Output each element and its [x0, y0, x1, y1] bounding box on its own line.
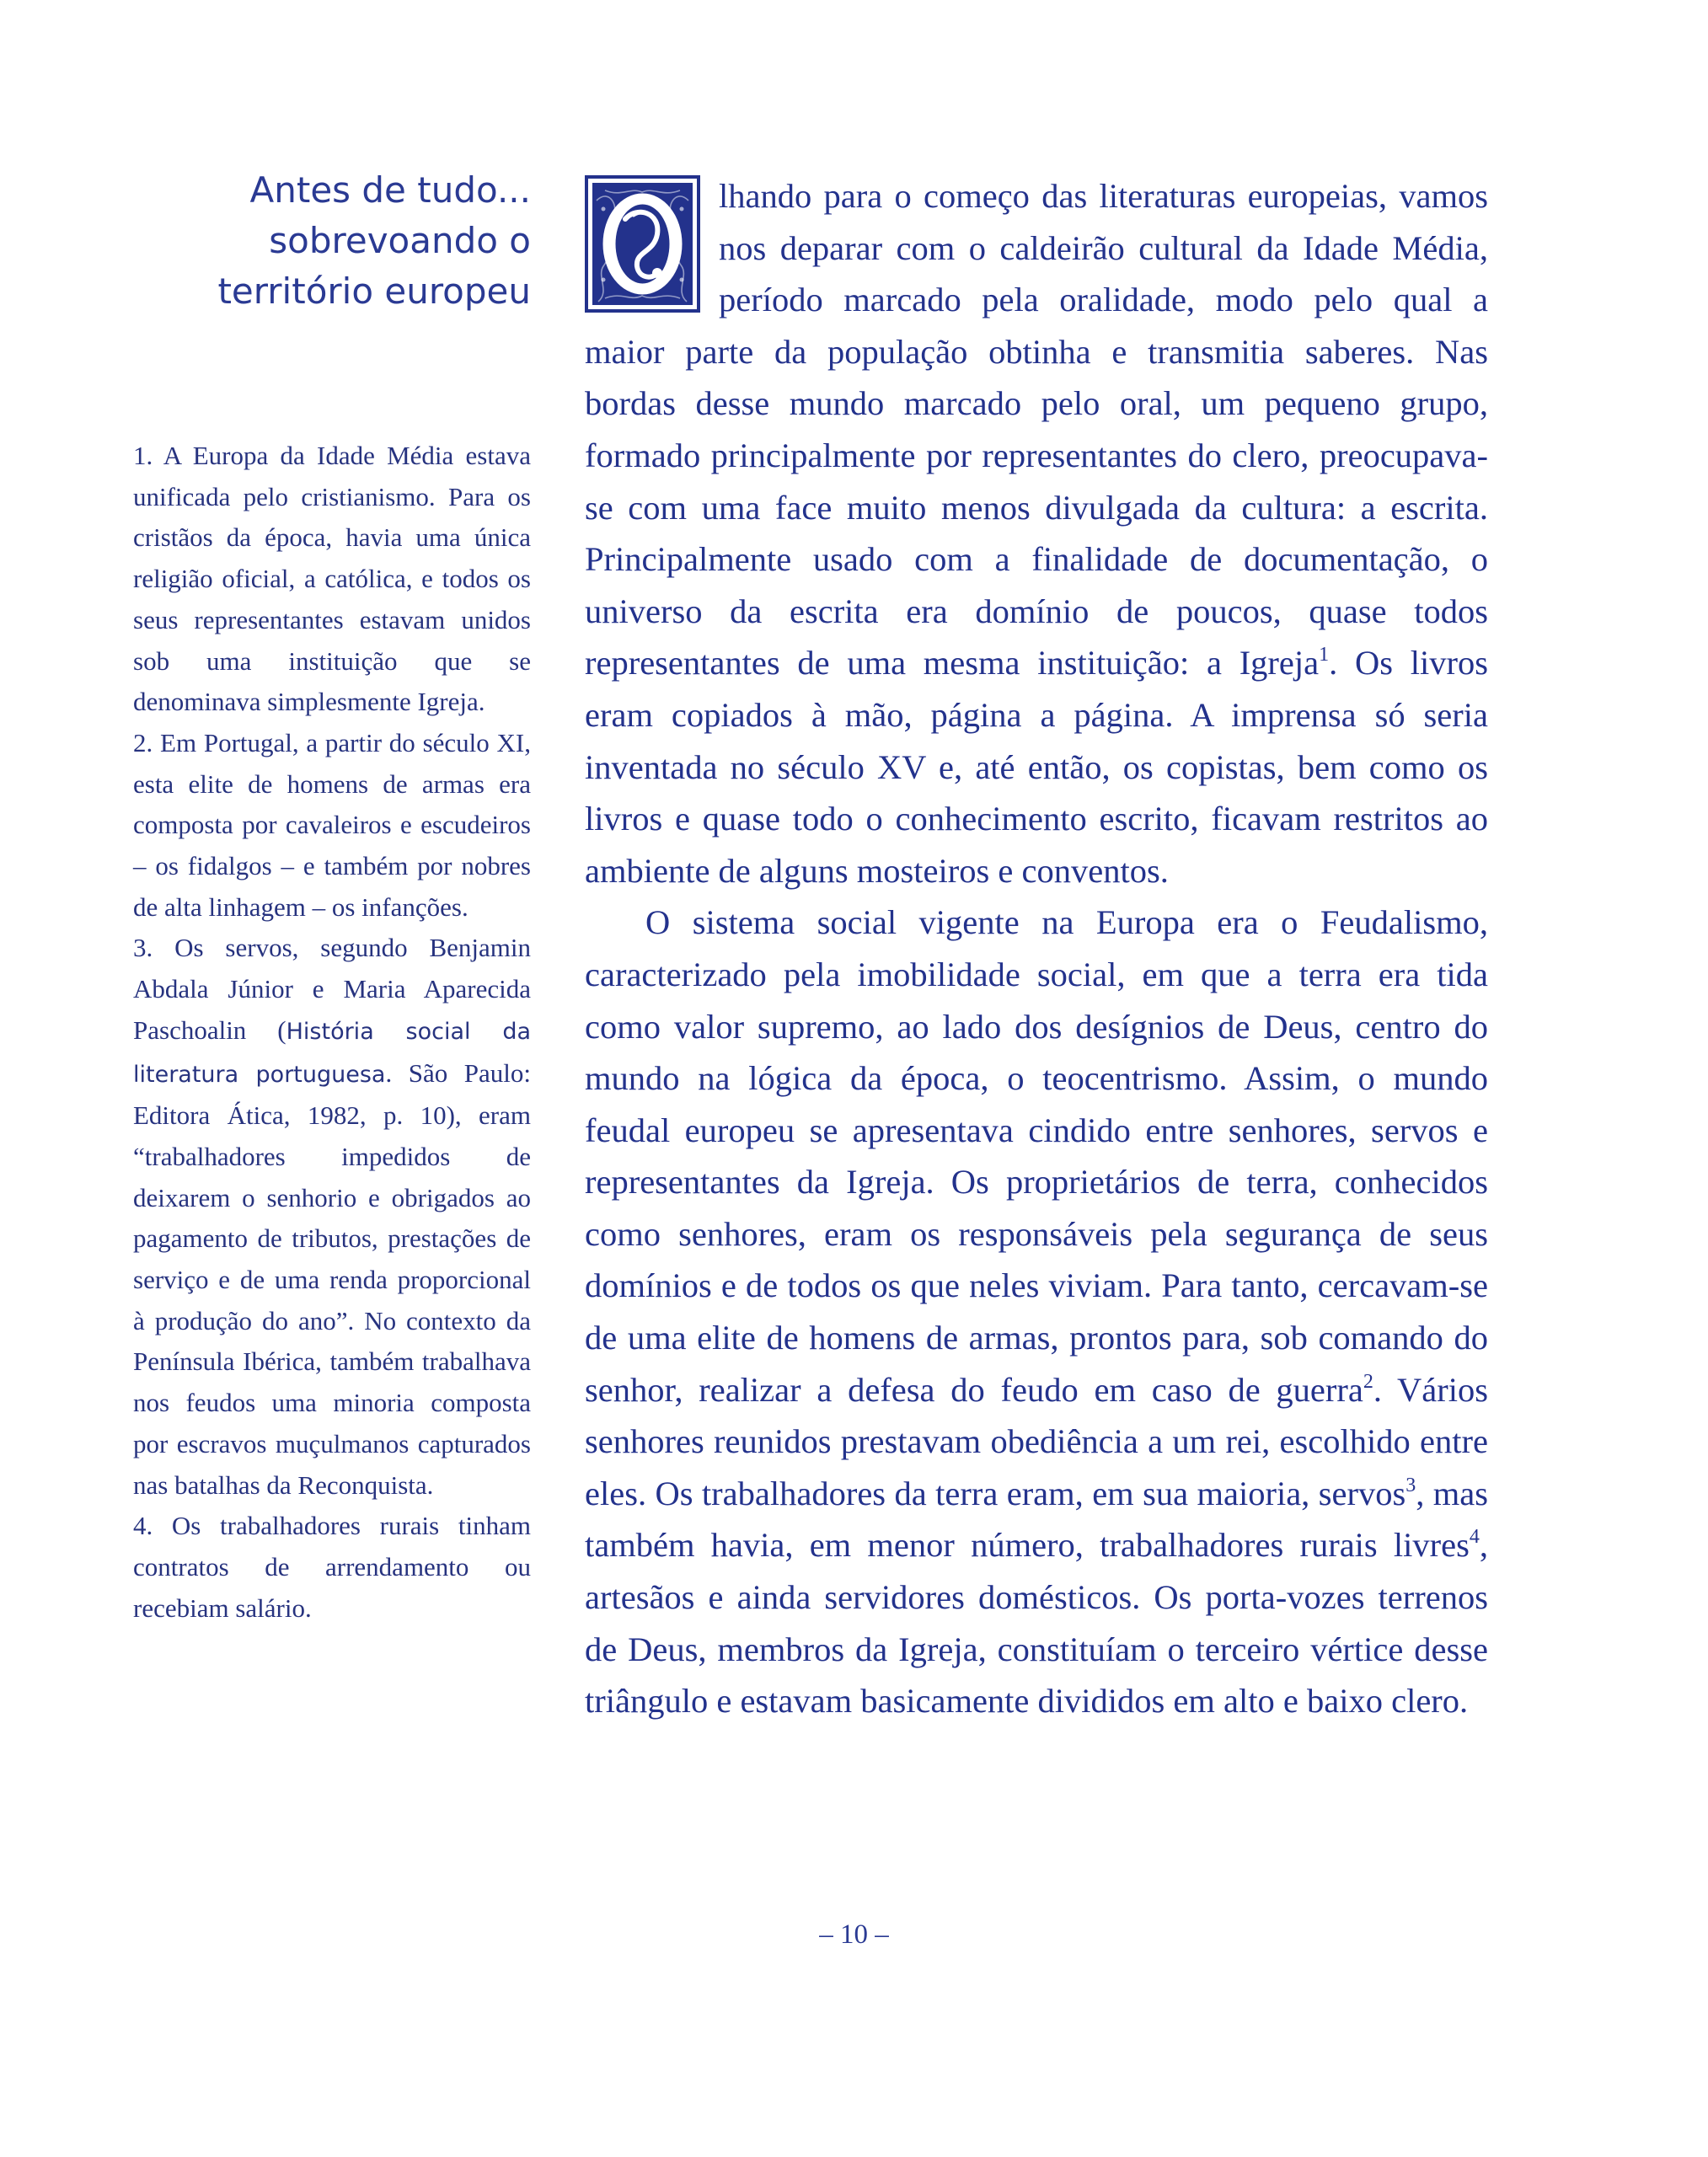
- paragraph-2-text-b: . Vários senhores reunidos prestavam obediência a um rei, escolhido entre eles. Os trabalhadores da terra eram, em sua maioria, servos: [585, 1370, 1488, 1512]
- footnote-ref-1: 1: [1319, 644, 1330, 666]
- paragraph-1-text: lhando para o começo das literaturas europeias, vamos nos deparar com o caldeirão cultural da Idade Média, período marcado pela oralidade, modo pelo qual a maior parte da população obtinha e transmitia saberes. Nas bordas desse mundo marcado pelo oral, um pequeno grupo, formado principalmente por representantes do clero, preocupava-se com uma face muito menos divulgada da cultura: a escrita. Principalmente usado com a finalidade de documentação, o universo da escrita era domínio de poucos, quase todos representantes de uma mesma instituição: a Igreja: [585, 177, 1488, 682]
- footnote-4: 4. Os trabalhadores rurais tinham contratos de arrendamento ou recebiam salário.: [133, 1511, 531, 1623]
- footnotes-column: [133, 436, 531, 1629]
- paragraph-2: [585, 897, 1488, 1727]
- footnote-3-book-title: História social da literatura portuguesa: [133, 1018, 531, 1088]
- footnote-2: 2. Em Portugal, a partir do século XI, esta elite de homens de armas era composta por cavaleiros e escudeiros – os fidalgos – e também por nobres de alta linhagem – os infanções.: [133, 727, 531, 922]
- footnote-3-text-end: . São Paulo: Editora Ática, 1982, p. 10), eram “trabalhadores impedidos de deixarem o senhorio e obrigados ao pagamento de tributos, prestações de serviço e de uma renda proporcional à produção do ano”. No contexto da Península Ibérica, também trabalhava nos feudos uma minoria composta por escravos muçulmanos capturados nas batalhas da Reconquista.: [133, 1057, 531, 1500]
- paragraph-1-text-end: . Os livros eram copiados à mão, página a página. A imprensa só seria inventada no século XV e, até então, os copistas, bem como os livros e quase todo o conhecimento escrito, ficavam restritos ao ambiente de alguns mosteiros e conventos.: [585, 644, 1488, 890]
- footnote-ref-4: 4: [1469, 1526, 1480, 1549]
- footnote-3: [133, 928, 531, 1506]
- dropcap-o-icon: [585, 175, 700, 313]
- section-title-line: Antes de tudo...: [249, 169, 531, 211]
- paragraph-1: [585, 170, 1488, 897]
- footnote-1: 1. A Europa da Idade Média estava unificada pelo cristianismo. Para os cristãos da época, havia uma única religião oficial, a católica, e todos os seus representantes estavam unidos sob uma instituição que se denominava simplesmente Igreja.: [133, 441, 531, 717]
- section-title: [169, 165, 531, 317]
- footnote-ref-2: 2: [1363, 1370, 1373, 1393]
- page-number: – 10 –: [819, 1919, 889, 1950]
- paragraph-2-text-d: , artesãos e ainda servidores domésticos. Os porta-vozes terrenos de Deus, membros da Igreja, constituíam o terceiro vértice desse triângulo e estavam basicamente divididos em alto e baixo clero.: [585, 1526, 1488, 1721]
- paragraph-2-text-c: , mas também havia, em menor número, trabalhadores rurais livres: [585, 1474, 1488, 1565]
- footnote-ref-3: 3: [1405, 1474, 1416, 1496]
- section-title-line: território europeu: [217, 270, 531, 312]
- footnote-3-text: 3. Os servos, segundo Benjamin Abdala Júnior e Maria Aparecida Paschoalin (: [133, 933, 531, 1045]
- paragraph-2-text: O sistema social vigente na Europa era o Feudalismo, caracterizado pela imobilidade social, em que a terra era tida como valor supremo, ao lado dos desígnios de Deus, centro do mundo na lógica da época, o teocentrismo. Assim, o mundo feudal europeu se apresentava cindido entre senhores, servos e representantes da Igreja. Os proprietários de terra, conhecidos como senhores, eram os responsáveis pela segurança de seus domínios e de todos os que neles viviam. Para tanto, cercavam-se de uma elite de homens de armas, prontos para, sob comando do senhor, realizar a defesa do feudo em caso de guerra: [585, 903, 1488, 1409]
- main-text: [585, 170, 1488, 1727]
- section-title-line: sobrevoando o: [269, 220, 531, 261]
